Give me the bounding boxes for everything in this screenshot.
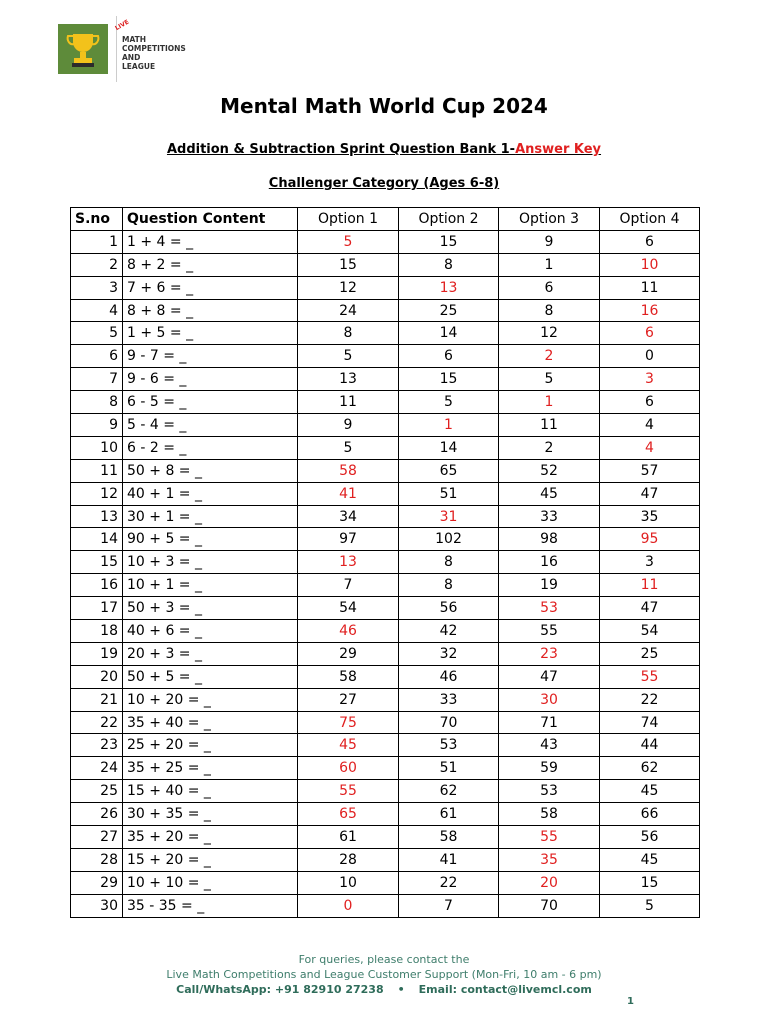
- cell-question: 40 + 1 = _: [123, 482, 298, 505]
- column-header-sno: S.no: [71, 208, 123, 231]
- cell-correct-option: 1: [399, 414, 499, 437]
- table-row: [71, 368, 700, 391]
- table-row: [71, 871, 700, 894]
- cell-option: 58: [298, 665, 399, 688]
- cell-option: 59: [499, 757, 600, 780]
- answer-key-table: [70, 207, 700, 918]
- table-row: [71, 459, 700, 482]
- cell-question: 20 + 3 = _: [123, 642, 298, 665]
- cell-option: 47: [600, 482, 700, 505]
- cell-option: 15: [399, 368, 499, 391]
- cell-option: 8: [399, 574, 499, 597]
- cell-option: 102: [399, 528, 499, 551]
- cell-option: 47: [600, 597, 700, 620]
- cell-option: 12: [298, 276, 399, 299]
- table-row: [71, 345, 700, 368]
- table-row: [71, 391, 700, 414]
- cell-question: 10 + 1 = _: [123, 574, 298, 597]
- cell-question: 8 + 8 = _: [123, 299, 298, 322]
- cell-option: 45: [600, 780, 700, 803]
- table-row: [71, 551, 700, 574]
- cell-correct-option: 10: [600, 253, 700, 276]
- table-row: [71, 665, 700, 688]
- cell-option: 43: [499, 734, 600, 757]
- cell-sno: 7: [71, 368, 123, 391]
- cell-option: 2: [499, 436, 600, 459]
- cell-option: 11: [600, 276, 700, 299]
- cell-sno: 17: [71, 597, 123, 620]
- cell-sno: 23: [71, 734, 123, 757]
- cell-option: 11: [298, 391, 399, 414]
- cell-option: 5: [600, 894, 700, 917]
- cell-option: 32: [399, 642, 499, 665]
- table-row: [71, 276, 700, 299]
- table-header-row: [71, 208, 700, 231]
- cell-option: 6: [499, 276, 600, 299]
- cell-option: 56: [600, 826, 700, 849]
- table-row: [71, 780, 700, 803]
- cell-question: 6 - 2 = _: [123, 436, 298, 459]
- cell-correct-option: 45: [298, 734, 399, 757]
- subtitle-answer-key: Answer Key: [515, 142, 602, 157]
- cell-question: 35 - 35 = _: [123, 894, 298, 917]
- cell-correct-option: 11: [600, 574, 700, 597]
- cell-option: 8: [399, 551, 499, 574]
- cell-question: 30 + 1 = _: [123, 505, 298, 528]
- cell-sno: 24: [71, 757, 123, 780]
- column-header-option-4: Option 4: [600, 208, 700, 231]
- cell-correct-option: 1: [499, 391, 600, 414]
- cell-option: 61: [399, 803, 499, 826]
- cell-sno: 3: [71, 276, 123, 299]
- cell-option: 33: [399, 688, 499, 711]
- cell-question: 6 - 5 = _: [123, 391, 298, 414]
- cell-sno: 18: [71, 620, 123, 643]
- cell-question: 50 + 5 = _: [123, 665, 298, 688]
- cell-option: 35: [600, 505, 700, 528]
- cell-correct-option: 46: [298, 620, 399, 643]
- cell-option: 53: [399, 734, 499, 757]
- cell-correct-option: 58: [298, 459, 399, 482]
- cell-question: 15 + 20 = _: [123, 848, 298, 871]
- cell-option: 5: [499, 368, 600, 391]
- cell-option: 58: [499, 803, 600, 826]
- cell-question: 10 + 20 = _: [123, 688, 298, 711]
- logo-text: [114, 18, 186, 71]
- cell-option: 54: [298, 597, 399, 620]
- cell-sno: 21: [71, 688, 123, 711]
- logo-badge: LIVE: [114, 18, 131, 33]
- cell-correct-option: 31: [399, 505, 499, 528]
- footer-line-2: Live Math Competitions and League Customer Support (Mon-Fri, 10 am - 6 pm): [166, 968, 602, 981]
- cell-option: 1: [499, 253, 600, 276]
- cell-sno: 8: [71, 391, 123, 414]
- cell-correct-option: 55: [298, 780, 399, 803]
- cell-option: 6: [600, 391, 700, 414]
- table-row: [71, 894, 700, 917]
- footer-email: Email: contact@livemcl.com: [418, 983, 592, 996]
- footer-line-1: For queries, please contact the: [298, 953, 470, 966]
- footer-contact: [0, 982, 768, 997]
- cell-option: 28: [298, 848, 399, 871]
- cell-correct-option: 65: [298, 803, 399, 826]
- cell-option: 16: [499, 551, 600, 574]
- cell-question: 9 - 6 = _: [123, 368, 298, 391]
- cell-option: 5: [298, 436, 399, 459]
- cell-option: 15: [399, 230, 499, 253]
- cell-correct-option: 6: [600, 322, 700, 345]
- cell-option: 54: [600, 620, 700, 643]
- cell-option: 12: [499, 322, 600, 345]
- cell-option: 44: [600, 734, 700, 757]
- cell-option: 34: [298, 505, 399, 528]
- footer-bullet: •: [397, 983, 405, 996]
- table-row: [71, 757, 700, 780]
- cell-question: 35 + 25 = _: [123, 757, 298, 780]
- cell-question: 8 + 2 = _: [123, 253, 298, 276]
- cell-sno: 6: [71, 345, 123, 368]
- cell-option: 6: [399, 345, 499, 368]
- cell-sno: 22: [71, 711, 123, 734]
- cell-option: 13: [298, 368, 399, 391]
- cell-question: 1 + 5 = _: [123, 322, 298, 345]
- table-row: [71, 688, 700, 711]
- cell-question: 25 + 20 = _: [123, 734, 298, 757]
- cell-option: 3: [600, 551, 700, 574]
- cell-correct-option: 13: [399, 276, 499, 299]
- cell-option: 29: [298, 642, 399, 665]
- cell-question: 35 + 20 = _: [123, 826, 298, 849]
- cell-sno: 1: [71, 230, 123, 253]
- table-row: [71, 734, 700, 757]
- column-header-option-1: Option 1: [298, 208, 399, 231]
- cell-option: 51: [399, 757, 499, 780]
- cell-option: 66: [600, 803, 700, 826]
- cell-sno: 30: [71, 894, 123, 917]
- cell-question: 35 + 40 = _: [123, 711, 298, 734]
- cell-option: 15: [298, 253, 399, 276]
- cell-option: 65: [399, 459, 499, 482]
- cell-option: 24: [298, 299, 399, 322]
- cell-correct-option: 5: [298, 230, 399, 253]
- cell-correct-option: 75: [298, 711, 399, 734]
- column-header-option-2: Option 2: [399, 208, 499, 231]
- cell-question: 40 + 6 = _: [123, 620, 298, 643]
- cell-correct-option: 55: [600, 665, 700, 688]
- cell-option: 47: [499, 665, 600, 688]
- cell-option: 45: [499, 482, 600, 505]
- cell-question: 1 + 4 = _: [123, 230, 298, 253]
- column-header-question: Question Content: [123, 208, 298, 231]
- logo-name-line: MATH: [122, 35, 147, 44]
- table-row: [71, 528, 700, 551]
- cell-sno: 2: [71, 253, 123, 276]
- cell-sno: 13: [71, 505, 123, 528]
- table-body: [71, 230, 700, 917]
- cell-option: 55: [499, 620, 600, 643]
- cell-option: 22: [399, 871, 499, 894]
- table-row: [71, 299, 700, 322]
- cell-sno: 19: [71, 642, 123, 665]
- cell-option: 14: [399, 436, 499, 459]
- table-row: [71, 482, 700, 505]
- table-row: [71, 322, 700, 345]
- cell-question: 90 + 5 = _: [123, 528, 298, 551]
- cell-option: 46: [399, 665, 499, 688]
- cell-question: 50 + 8 = _: [123, 459, 298, 482]
- cell-sno: 27: [71, 826, 123, 849]
- table-row: [71, 826, 700, 849]
- cell-correct-option: 53: [499, 597, 600, 620]
- cell-option: 53: [499, 780, 600, 803]
- cell-option: 51: [399, 482, 499, 505]
- cell-sno: 11: [71, 459, 123, 482]
- table-row: [71, 436, 700, 459]
- cell-option: 97: [298, 528, 399, 551]
- cell-correct-option: 4: [600, 436, 700, 459]
- cell-question: 5 - 4 = _: [123, 414, 298, 437]
- cell-option: 61: [298, 826, 399, 849]
- cell-question: 30 + 35 = _: [123, 803, 298, 826]
- cell-correct-option: 35: [499, 848, 600, 871]
- cell-correct-option: 20: [499, 871, 600, 894]
- table-row: [71, 230, 700, 253]
- table-row: [71, 597, 700, 620]
- footer-phone: Call/WhatsApp: +91 82910 27238: [176, 983, 384, 996]
- cell-option: 7: [298, 574, 399, 597]
- cell-sno: 25: [71, 780, 123, 803]
- cell-correct-option: 55: [499, 826, 600, 849]
- cell-question: 7 + 6 = _: [123, 276, 298, 299]
- table-row: [71, 253, 700, 276]
- subtitle-main: Addition & Subtraction Sprint Question Bank 1-: [166, 142, 516, 157]
- cell-question: 9 - 7 = _: [123, 345, 298, 368]
- cell-option: 42: [399, 620, 499, 643]
- cell-option: 57: [600, 459, 700, 482]
- cell-sno: 26: [71, 803, 123, 826]
- cell-correct-option: 95: [600, 528, 700, 551]
- cell-option: 33: [499, 505, 600, 528]
- page-number: 1: [627, 996, 634, 1007]
- footer: [0, 952, 768, 997]
- cell-sno: 12: [71, 482, 123, 505]
- cell-option: 8: [499, 299, 600, 322]
- page-title: Mental Math World Cup 2024: [220, 94, 548, 118]
- cell-question: 15 + 40 = _: [123, 780, 298, 803]
- cell-option: 58: [399, 826, 499, 849]
- trophy-logo-icon: [58, 24, 108, 74]
- cell-option: 45: [600, 848, 700, 871]
- cell-correct-option: 16: [600, 299, 700, 322]
- cell-option: 62: [399, 780, 499, 803]
- cell-question: 50 + 3 = _: [123, 597, 298, 620]
- cell-option: 22: [600, 688, 700, 711]
- cell-correct-option: 3: [600, 368, 700, 391]
- logo: [58, 16, 188, 76]
- cell-correct-option: 0: [298, 894, 399, 917]
- cell-option: 5: [399, 391, 499, 414]
- table-row: [71, 505, 700, 528]
- cell-option: 74: [600, 711, 700, 734]
- cell-option: 62: [600, 757, 700, 780]
- cell-question: 10 + 3 = _: [123, 551, 298, 574]
- cell-option: 5: [298, 345, 399, 368]
- cell-option: 8: [399, 253, 499, 276]
- cell-option: 25: [399, 299, 499, 322]
- cell-sno: 4: [71, 299, 123, 322]
- table-row: [71, 414, 700, 437]
- table-row: [71, 620, 700, 643]
- cell-correct-option: 13: [298, 551, 399, 574]
- cell-option: 71: [499, 711, 600, 734]
- cell-correct-option: 30: [499, 688, 600, 711]
- cell-sno: 5: [71, 322, 123, 345]
- logo-name-line: COMPETITIONS: [122, 44, 186, 53]
- cell-sno: 28: [71, 848, 123, 871]
- cell-option: 11: [499, 414, 600, 437]
- cell-option: 15: [600, 871, 700, 894]
- cell-option: 14: [399, 322, 499, 345]
- cell-sno: 16: [71, 574, 123, 597]
- cell-option: 70: [499, 894, 600, 917]
- logo-name-line: AND: [122, 53, 141, 62]
- cell-option: 27: [298, 688, 399, 711]
- cell-correct-option: 2: [499, 345, 600, 368]
- cell-option: 70: [399, 711, 499, 734]
- cell-option: 56: [399, 597, 499, 620]
- document-subtitle: [0, 142, 768, 157]
- cell-option: 9: [298, 414, 399, 437]
- cell-sno: 29: [71, 871, 123, 894]
- table-row: [71, 574, 700, 597]
- cell-question: 10 + 10 = _: [123, 871, 298, 894]
- table-row: [71, 711, 700, 734]
- cell-option: 41: [399, 848, 499, 871]
- cell-correct-option: 23: [499, 642, 600, 665]
- table-row: [71, 848, 700, 871]
- cell-option: 98: [499, 528, 600, 551]
- logo-name-line: LEAGUE: [122, 62, 156, 71]
- cell-option: 19: [499, 574, 600, 597]
- category-heading: Challenger Category (Ages 6-8): [268, 176, 500, 191]
- cell-sno: 10: [71, 436, 123, 459]
- cell-option: 4: [600, 414, 700, 437]
- cell-correct-option: 60: [298, 757, 399, 780]
- cell-sno: 14: [71, 528, 123, 551]
- column-header-option-3: Option 3: [499, 208, 600, 231]
- cell-option: 0: [600, 345, 700, 368]
- table-row: [71, 803, 700, 826]
- table-row: [71, 642, 700, 665]
- cell-sno: 15: [71, 551, 123, 574]
- cell-option: 10: [298, 871, 399, 894]
- cell-option: 25: [600, 642, 700, 665]
- cell-option: 52: [499, 459, 600, 482]
- cell-correct-option: 41: [298, 482, 399, 505]
- cell-sno: 20: [71, 665, 123, 688]
- cell-option: 9: [499, 230, 600, 253]
- cell-sno: 9: [71, 414, 123, 437]
- cell-option: 7: [399, 894, 499, 917]
- cell-option: 6: [600, 230, 700, 253]
- cell-option: 8: [298, 322, 399, 345]
